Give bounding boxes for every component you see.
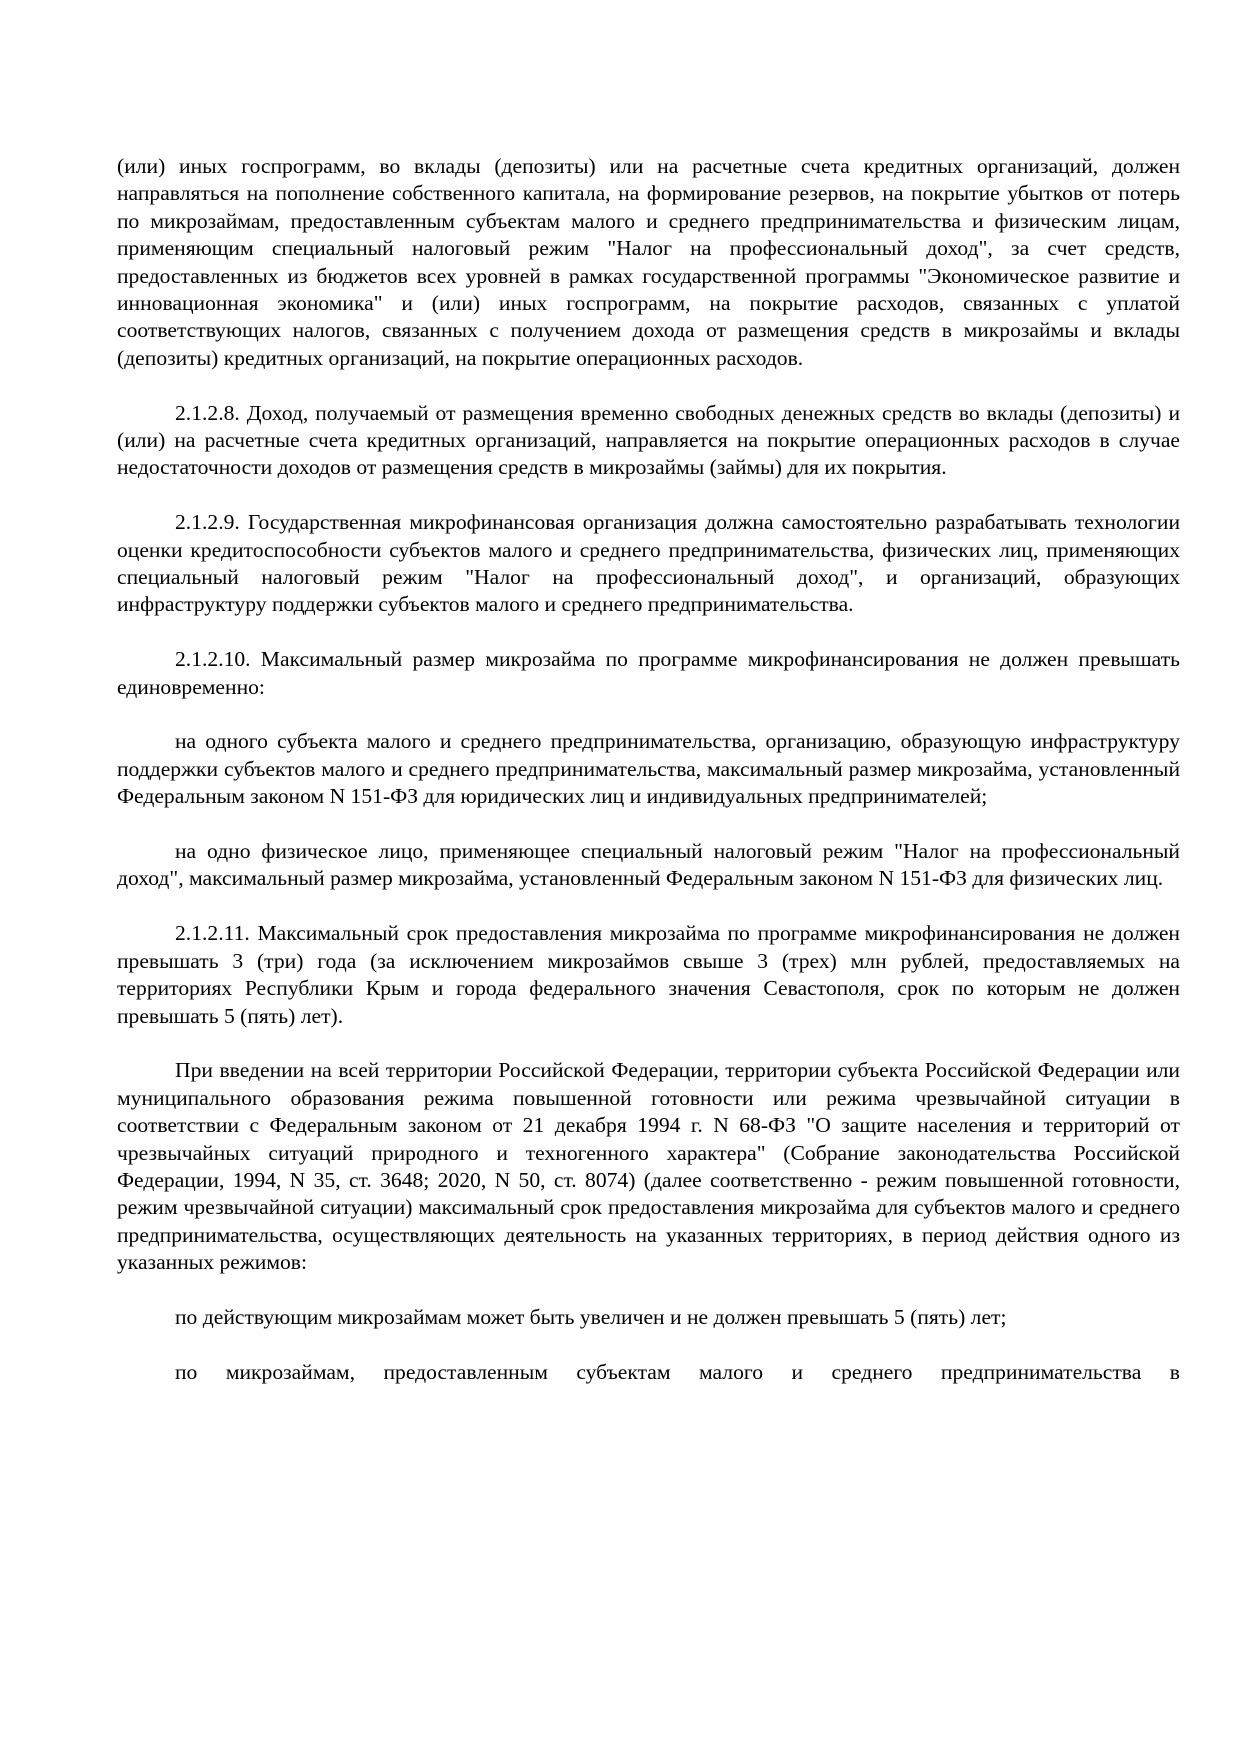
- paragraph-granted-loans: по микрозаймам, предоставленным субъектам малого и среднего предпринимательства в: [175, 1359, 1180, 1384]
- paragraph-2-1-2-10: 2.1.2.10. Максимальный размер микрозайма по программе микрофинансирования не должен превышать единовременно:: [117, 647, 1180, 699]
- document-page: [117, 153, 1180, 1414]
- paragraph-individual-limit: на одно физическое лицо, применяющее специальный налоговый режим "Налог на профессиональный доход", максимальный размер микрозайма, установленный Федеральным законом N 151-ФЗ для физических лиц.: [117, 839, 1180, 891]
- paragraph-existing-loans: по действующим микрозаймам может быть увеличен и не должен превышать 5 (пять) лет;: [175, 1304, 1007, 1329]
- paragraph-2-1-2-8: 2.1.2.8. Доход, получаемый от размещения временно свободных денежных средств во вклады (депозиты) и (или) на расчетные счета кредитных организаций, направляется на покрытие операционных расходов в случае недостаточности доходов от размещения средств в микрозаймы (займы) для их покрытия.: [117, 400, 1180, 480]
- paragraph-continuation: (или) иных госпрограмм, во вклады (депозиты) или на расчетные счета кредитных организаций, должен направляться на пополнение собственного капитала, на формирование резервов, на покрытие убытков от потерь по микрозаймам, предоставленным субъектам малого и среднего предпринимательства и физическим лицам, применяющим специальный налоговый режим "Налог на профессиональный доход", за счет средств, предоставленных из бюджетов всех уровней в рамках государственной программы "Экономическое развитие и инновационная экономика" и (или) иных госпрограмм, на покрытие расходов, связанных с уплатой соответствующих налогов, связанных с получением дохода от размещения средств в микрозаймы и вклады (депозиты) кредитных организаций, на покрытие операционных расходов.: [117, 154, 1180, 370]
- paragraph-emergency-regime: При введении на всей территории Российской Федерации, территории субъекта Российской Федерации или муниципального образования режима повышенной готовности или режима чрезвычайной ситуации в соответствии с Федеральным законом от 21 декабря 1994 г. N 68-ФЗ "О защите населения и территорий от чрезвычайных ситуаций природного и техногенного характера" (Собрание законодательства Российской Федерации, 1994, N 35, ст. 3648; 2020, N 50, ст. 8074) (далее соответственно - режим повышенной готовности, режим чрезвычайной ситуации) максимальный срок предоставления микрозайма для субъектов малого и среднего предпринимательства, осуществляющих деятельность на указанных территориях, в период действия одного из указанных режимов:: [117, 1058, 1180, 1275]
- paragraph-2-1-2-9: 2.1.2.9. Государственная микрофинансовая организация должна самостоятельно разрабатывать технологии оценки кредитоспособности субъектов малого и среднего предпринимательства, физических лиц, применяющих специальный налоговый режим "Налог на профессиональный доход", и организаций, образующих инфраструктуру поддержки субъектов малого и среднего предпринимательства.: [117, 510, 1180, 617]
- paragraph-legal-entity-limit: на одного субъекта малого и среднего предпринимательства, организацию, образующую инфраструктуру поддержки субъектов малого и среднего предпринимательства, максимальный размер микрозайма, установленный Федеральным законом N 151-ФЗ для юридических лиц и индивидуальных предпринимателей;: [117, 729, 1180, 809]
- paragraph-2-1-2-11: 2.1.2.11. Максимальный срок предоставления микрозайма по программе микрофинансирования не должен превышать 3 (три) года (за исключением микрозаймов свыше 3 (трех) млн рублей, предоставляемых на территориях Республики Крым и города федерального значения Севастополя, срок по которым не должен превышать 5 (пять) лет).: [117, 921, 1180, 1028]
